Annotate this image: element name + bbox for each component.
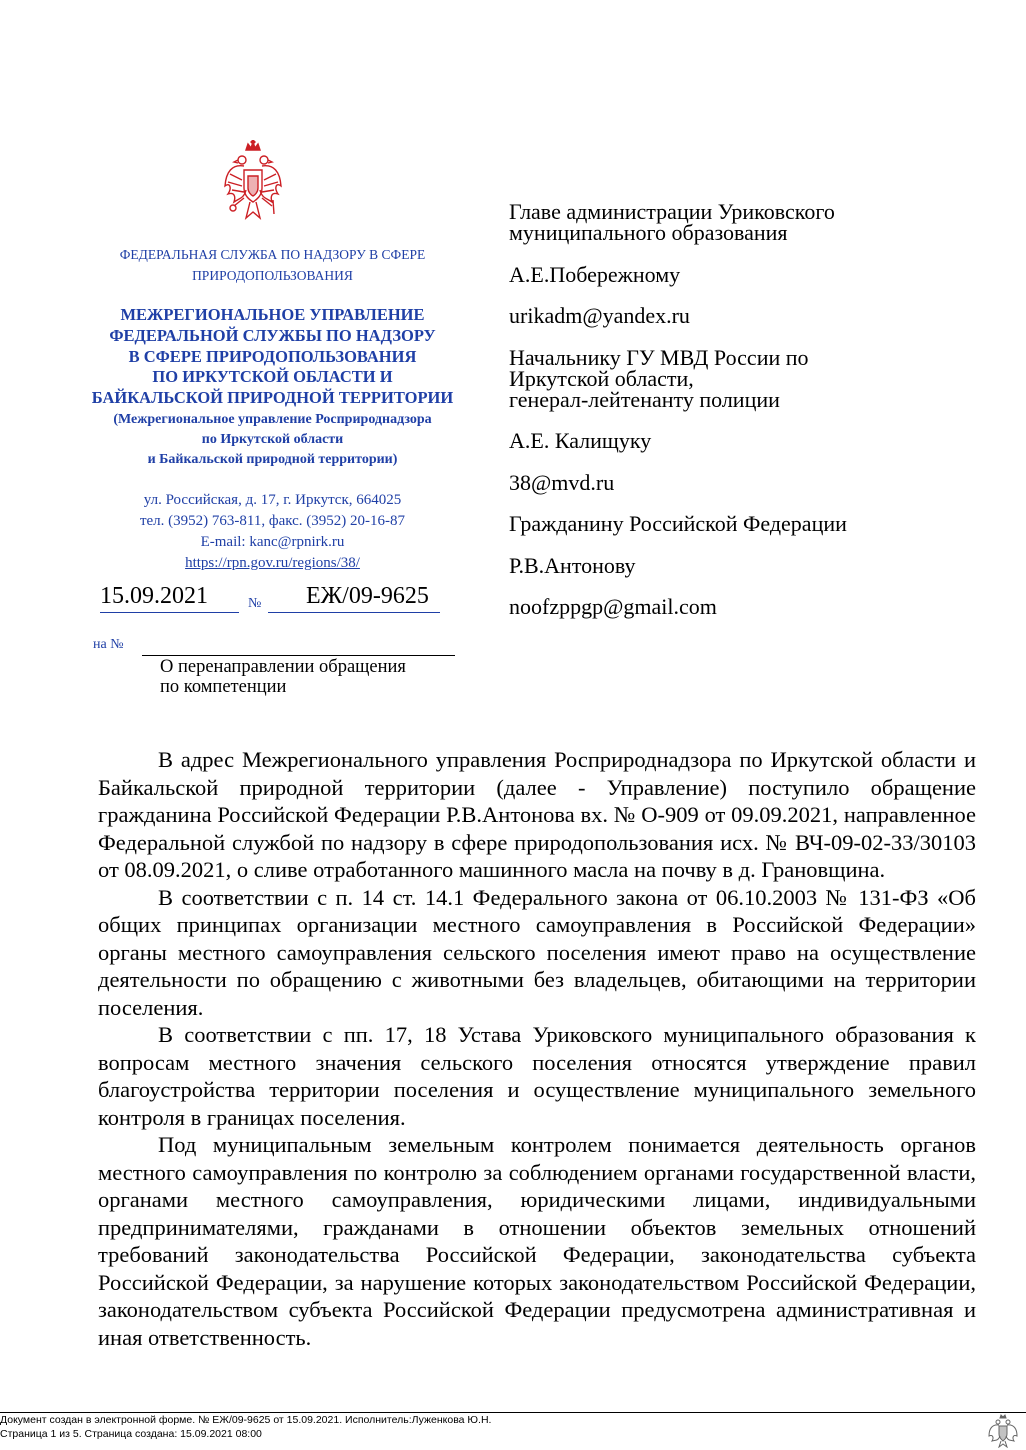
body-paragraph: Под муниципальным земельным контролем понимается деятельность органов местного самоуправления по контролю за соблюдением органами государственной власти, органами местного самоуправления, юридическими лицами, индивидуальными предпринимателями, гражданами в отношении объектов земельных отношений требований законодательства Российской Федерации, законодательства субъекта Российской Федерации, за нарушение которых законодательством Российской Федерации, законодательством субъекта Российской Федерации предусмотрена административная и иная ответственность. bbox=[98, 1132, 976, 1350]
footer bbox=[0, 1413, 491, 1441]
subject-line: О перенаправлении обращения bbox=[160, 657, 406, 677]
contact-block bbox=[80, 490, 465, 574]
addressee-line: Главе администрации Уриковского муниципального образования bbox=[509, 199, 835, 245]
addressee-line: Гражданину Российской Федерации bbox=[509, 511, 847, 536]
footer-line: Страница 1 из 5. Страница создана: 15.09.2021 08:00 bbox=[0, 1428, 262, 1440]
addressee-line: А.Е.Побережному bbox=[509, 261, 681, 287]
federal-service-line: ПРИРОДОПОЛЬЗОВАНИЯ bbox=[192, 268, 353, 283]
department-line: ФЕДЕРАЛЬНОЙ СЛУЖБЫ ПО НАДЗОРУ bbox=[109, 325, 436, 345]
short-name-line: по Иркутской области bbox=[201, 432, 344, 447]
small-emblem-icon bbox=[988, 1414, 1018, 1448]
number-underline bbox=[268, 612, 440, 613]
email: E-mail: kanc@rpnirk.ru bbox=[200, 534, 345, 550]
short-name-line: и Байкальской природной территории) bbox=[147, 452, 398, 467]
department-line: ПО ИРКУТСКОЙ ОБЛАСТИ И bbox=[152, 367, 393, 387]
footer-line: Документ создан в электронной форме. № ЕЖ/09-9625 от 15.09.2021. Исполнитель:Луженкова Ю.Н. bbox=[0, 1414, 492, 1426]
date-underline bbox=[100, 612, 239, 613]
document-subject bbox=[160, 657, 406, 697]
department-name bbox=[80, 305, 465, 409]
coat-of-arms-icon bbox=[222, 140, 284, 232]
subject-line: по компетенции bbox=[160, 677, 287, 697]
letter-body bbox=[98, 746, 976, 1351]
body-paragraph: В адрес Межрегионального управления Росприроднадзора по Иркутской области и Байкальской природной территории (далее - Управление) поступило обращение гражданина Российской Федерации Р.В.Антонова вх. № О-909 от 09.09.2021, направленное Федеральной службой по надзору в сфере природопользования исх. № ВЧ-09-02-33/30103 от 08.09.2021, о сливе отработанного машинного масла на почву в д. Грановщина. bbox=[98, 747, 976, 882]
phone-fax: тел. (3952) 763-811, факс. (3952) 20-16-87 bbox=[139, 513, 406, 529]
website-link[interactable]: https://rpn.gov.ru/regions/38/ bbox=[185, 555, 360, 571]
addressee-email: urikadm@yandex.ru bbox=[509, 303, 690, 328]
department-line: БАЙКАЛЬСКОЙ ПРИРОДНОЙ ТЕРРИТОРИИ bbox=[91, 388, 454, 408]
addressee-line: Начальнику ГУ МВД России по Иркутской области, генерал-лейтенанту полиции bbox=[509, 344, 809, 412]
department-line: МЕЖРЕГИОНАЛЬНОЕ УПРАВЛЕНИЕ bbox=[120, 305, 425, 324]
addressee-line: А.Е. Калищуку bbox=[509, 428, 652, 453]
addressee-line: Р.В.Антонову bbox=[509, 552, 636, 578]
addressee-email: 38@mvd.ru bbox=[509, 469, 615, 495]
number-label: № bbox=[248, 596, 262, 611]
in-reply-label: на № bbox=[93, 637, 124, 652]
body-paragraph: В соответствии с п. 14 ст. 14.1 Федерального закона от 06.10.2003 № 131-ФЗ «Об общих принципах организации местного самоуправления в Российской Федерации» органы местного самоуправления сельского поселения имеют право на осуществление деятельности по обращению с животными без владельцев, обитающими на территории поселения. bbox=[98, 884, 976, 1020]
federal-service-line: ФЕДЕРАЛЬНАЯ СЛУЖБА ПО НАДЗОРУ В СФЕРЕ bbox=[119, 247, 426, 262]
department-line: В СФЕРЕ ПРИРОДОПОЛЬЗОВАНИЯ bbox=[128, 346, 417, 366]
document-date: 15.09.2021 bbox=[100, 583, 208, 609]
in-reply-underline bbox=[142, 655, 455, 656]
addressee-block bbox=[509, 201, 969, 638]
document-number: ЕЖ/09-9625 bbox=[306, 583, 429, 609]
address: ул. Российская, д. 17, г. Иркутск, 664025 bbox=[143, 492, 402, 508]
body-paragraph: В соответствии с пп. 17, 18 Устава Уриковского муниципального образования к вопросам местного значения сельского поселения относятся утверждение правил благоустройства территории поселения и осуществление муниципального земельного контроля в границах поселения. bbox=[98, 1022, 976, 1130]
federal-service-name bbox=[80, 244, 465, 286]
addressee-email: noofzppgp@gmail.com bbox=[509, 594, 717, 619]
department-short-name bbox=[80, 410, 465, 470]
short-name-line: (Межрегиональное управление Росприроднадзора bbox=[113, 412, 432, 427]
